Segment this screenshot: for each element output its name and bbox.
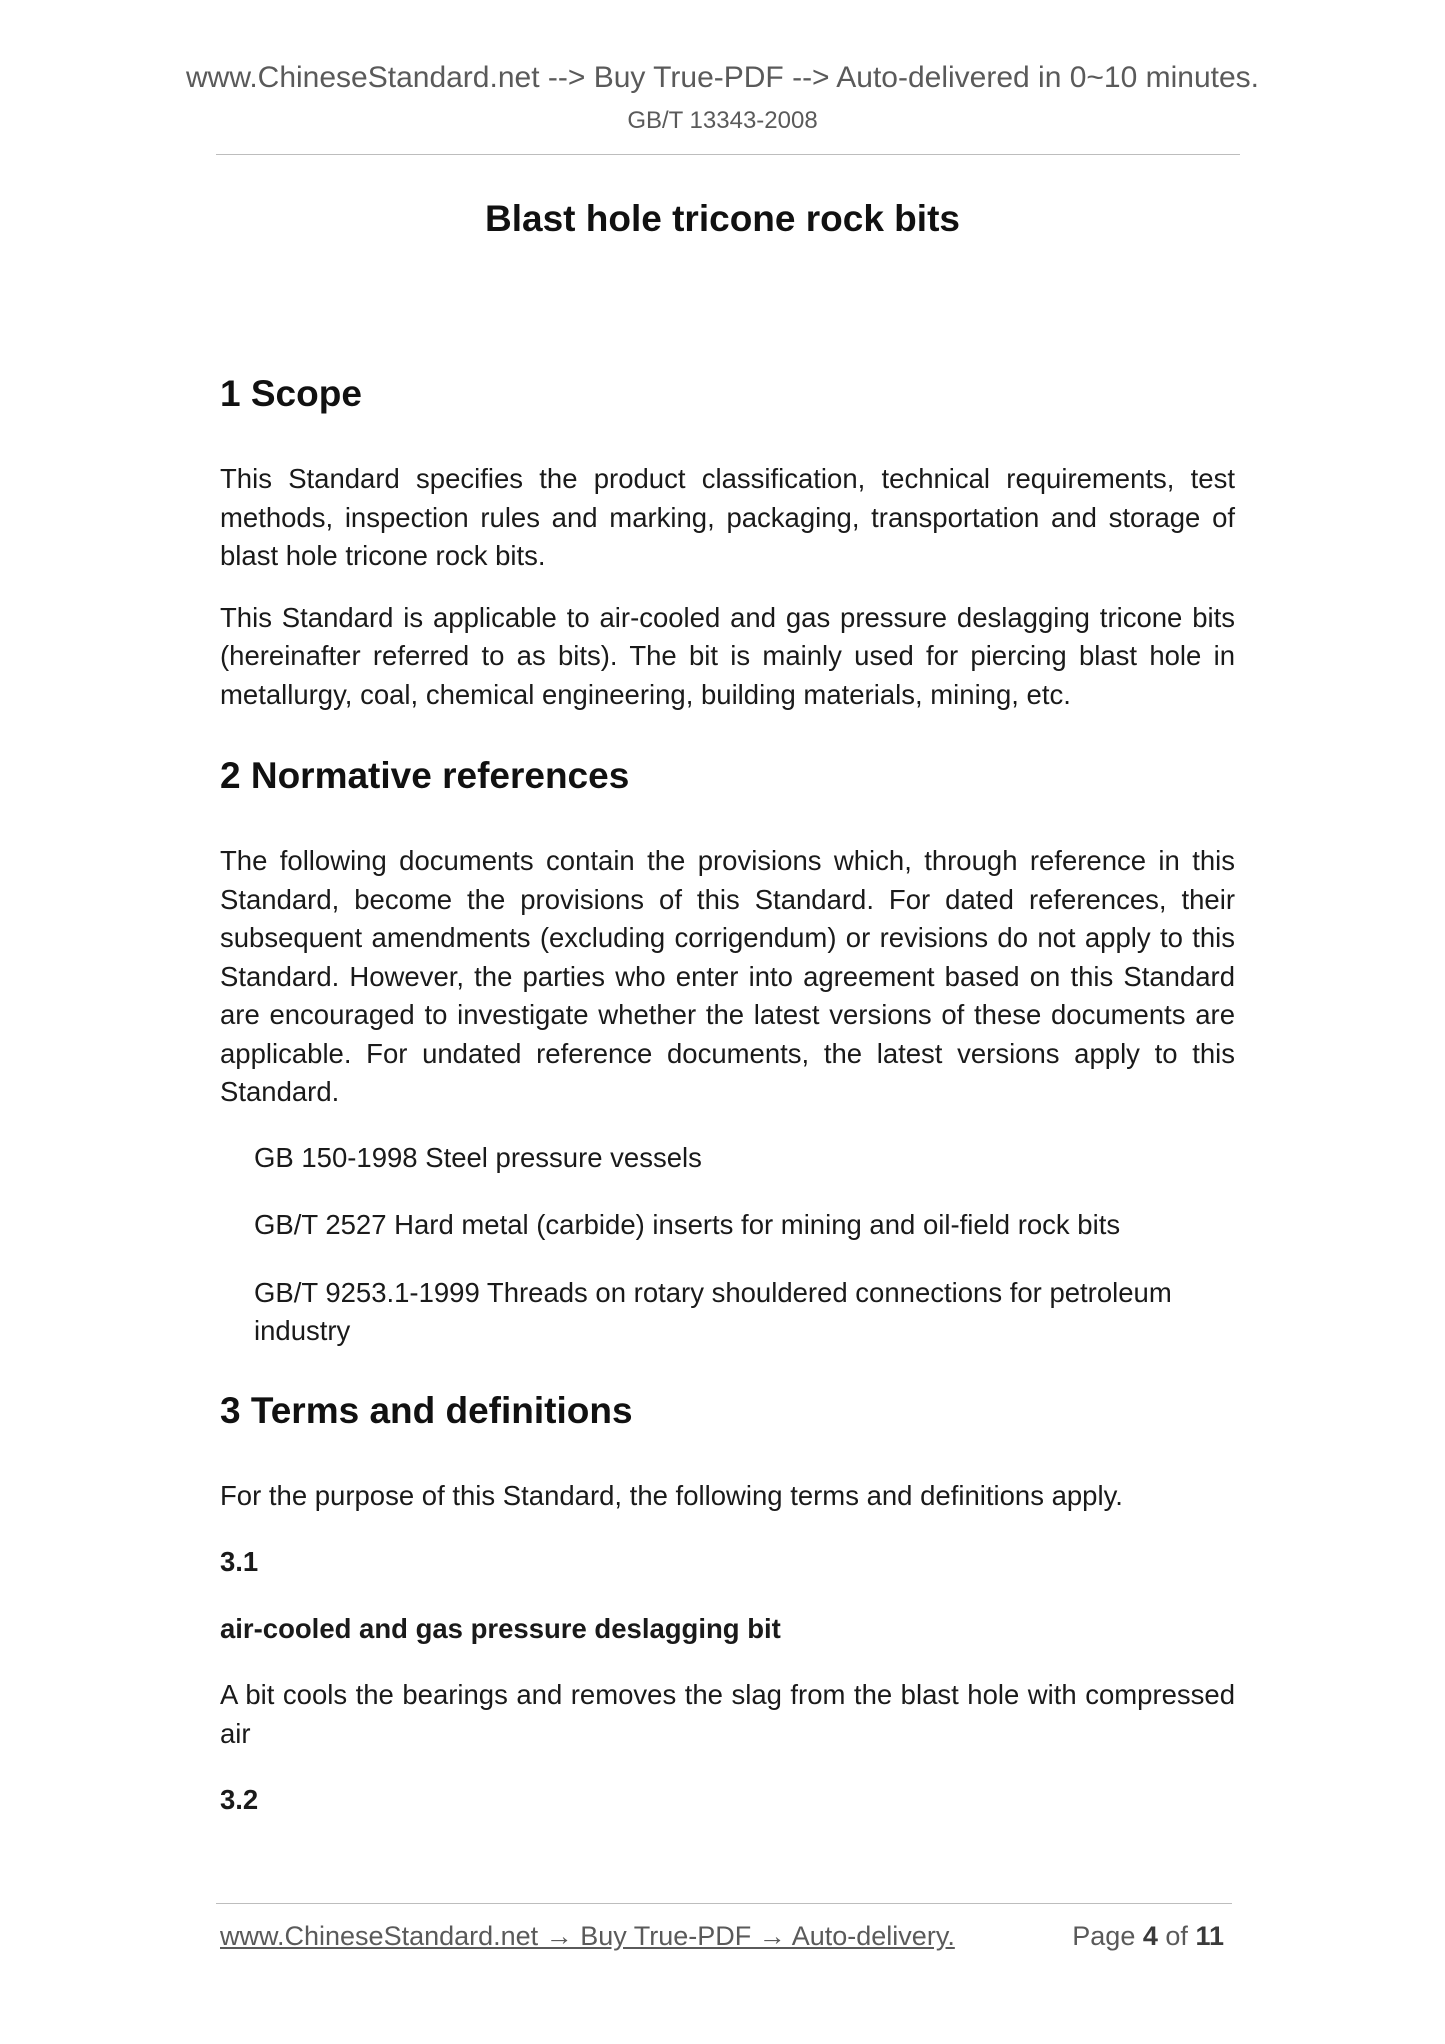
section-heading-normative-references: 2 Normative references xyxy=(220,755,630,796)
term-number: 3.1 xyxy=(220,1546,259,1577)
term-number: 3.2 xyxy=(220,1784,259,1815)
page-of-label: of xyxy=(1165,1921,1188,1951)
header-divider xyxy=(216,154,1240,155)
reference-item: GB/T 2527 Hard metal (carbide) inserts for mining and oil-field rock bits xyxy=(254,1209,1121,1240)
page-footer xyxy=(220,1921,1232,1961)
document-title: Blast hole tricone rock bits xyxy=(485,198,960,239)
section-heading-scope: 1 Scope xyxy=(220,373,362,414)
scope-paragraph-1: This Standard specifies the product classification, technical requirements, test methods, inspection rules and marking, packaging, transportation and storage of blast hole tricone rock bits. xyxy=(220,463,1235,571)
header-banner[interactable]: www.ChineseStandard.net --> Buy True-PDF --> Auto-delivered in 0~10 minutes. xyxy=(185,61,1260,94)
footer-link[interactable]: www.ChineseStandard.net → Buy True-PDF → Auto-delivery. xyxy=(220,1921,955,1951)
reference-item: GB 150-1998 Steel pressure vessels xyxy=(254,1141,702,1173)
normative-references-paragraph: The following documents contain the provisions which, through reference in this Standard, become the provisions of this Standard. For dated references, their subsequent amendments (excluding corrigendum) or revisions do not apply to this Standard. However, the parties who enter into agreement based on this Standard are encouraged to investigate whether the latest versions of these documents are applicable. For undated reference documents, the latest versions apply to this Standard. xyxy=(220,845,1235,1107)
page-total: 11 xyxy=(1195,1921,1224,1951)
reference-item: GB/T 9253.1-1999 Threads on rotary shouldered connections for petroleum industry xyxy=(254,1276,1172,1346)
scope-paragraph-2: This Standard is applicable to air-cooled and gas pressure deslagging tricone bits (hereinafter referred to as bits). The bit is mainly used for piercing blast hole in metallurgy, coal, chemical engineering, building materials, mining, etc. xyxy=(220,601,1235,710)
standard-code: GB/T 13343-2008 xyxy=(627,107,818,134)
page-indicator xyxy=(1072,1921,1224,1952)
page-current: 4 xyxy=(1142,1921,1158,1951)
section-heading-terms-definitions: 3 Terms and definitions xyxy=(220,1389,633,1431)
term-definition: A bit cools the bearings and removes the slag from the blast hole with compressed air xyxy=(220,1679,1235,1749)
footer-divider xyxy=(216,1903,1232,1904)
reference-list xyxy=(254,1139,1235,1351)
terms-intro-paragraph: For the purpose of this Standard, the following terms and definitions apply. xyxy=(220,1479,1123,1511)
page-header xyxy=(0,58,1445,138)
term-name: air-cooled and gas pressure deslagging bit xyxy=(220,1612,781,1644)
page-label: Page xyxy=(1072,1921,1136,1951)
document-body xyxy=(220,370,1235,1820)
